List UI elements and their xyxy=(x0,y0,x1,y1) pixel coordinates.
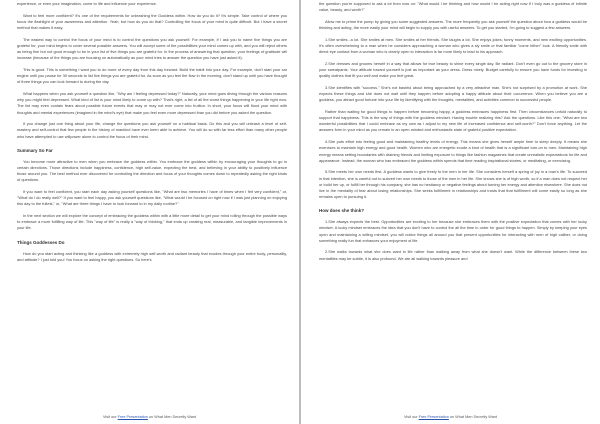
page-right-footer xyxy=(301,415,600,420)
body-paragraph: Rather than waiting for good things to happen before becoming happy, a goddess embraces happiness first. Then circumstances unfold naturally to support that happiness. This is the way of things with the goddess mindset. Having trouble realizing this? Ask the questions. Like this one: "What are two wonderful possibilities that I could embrace as my own as I adjust to my new life of increased confidence and self-worth?" Don't force anything. Let the answers form in your mind as you remain in an open-minded and enthusiastic state of grateful positive expectation. xyxy=(319,109,587,133)
section-heading: Summary So Far xyxy=(17,147,53,153)
body-paragraph: 5.She meets her own needs first. A goddess wants to give freely to the men in her life. She considers herself a spring of joy in a man's life. To succeed in that intention, she is careful not to subvert her own needs to those of the men in her life. She knows she is of high worth, so if a man does not respect her or build her up, or fulfill her through his company, she has no hesitancy or negative feelings about turning her energy and attention elsewhere. She does not live in the mentality of fear about losing relationships. She seeks fulfillment in relationships and trusts that that fulfillment will come easily so long as she remains open to pursuing it. xyxy=(319,169,587,200)
section-heading: Things Goddesses Do xyxy=(17,239,65,245)
footer-suffix: on What Men Secretly Want xyxy=(147,415,197,419)
page-right-body xyxy=(301,1,600,408)
body-paragraph: You become more attractive to men when you embrace the goddess within. You embrace the goddess within by encouraging your thoughts to go in certain directions. Those directions include happiness, confidence, high self-value, expecting the best, and believing in your ability to positively influence those around you. The best method ever discovered for controlling the direction and focus of your thoughts comes down to repeatedly asking the right kinds of questions. xyxy=(17,158,287,183)
page-left-body xyxy=(0,1,299,408)
body-paragraph: 3.She identifies with "success." She's not bashful about being approached by a very attractive man. She's not surprised by a promotion at work. She expects these things and she does not wait until they happen before adopting a happy attitude about their occurrence. When you believe you are a goddess, you attract good fortune into your life by identifying with the thoughts, mentalities, and activities common to successful people. xyxy=(319,84,587,103)
footer-prefix: Visit our xyxy=(102,415,118,419)
body-paragraph: 2.She walks towards what she does want in life rather than walking away from what she doesn't want. While the difference between these two mentalities may be subtle, it is also profound. We are all walking towards pleasure and xyxy=(319,249,587,261)
footer-suffix: on What Men Secretly Want xyxy=(448,415,498,419)
body-paragraph: 4.She puts effort into feeling good and maintaining healthy levels of energy. This means she gives herself ample time to sleep deeply. It means she exercises to maintain high energy and good health. Women who are energetic exude a kind of health that is a significant turn-on to men. Maintaining high energy means setting boundaries with draining friends and limiting exposure to things like fashion magazines that create unrealistic expectations for life and appearance. Instead, the woman who has embraced the goddess within spends that time reading inspirational stories, or meditating, or exercising. xyxy=(319,139,587,163)
body-paragraph: the question you're supposed to ask a lot from now on: "What would I be thinking and how would I be acting right now if I truly was a goddess of infinite value, beauty, and worth?" xyxy=(319,1,587,13)
free-presentation-link[interactable]: Free Presentation xyxy=(418,415,449,419)
body-paragraph: In the next section we will explore the concept of embracing the goddess within with a little more detail to get your mind rolling through the possible ways to embrace a more fulfilling way of life. This "way of life" is really a "way of thinking," that ends up creating real, measurable, and tangible improvements in your life. xyxy=(17,213,287,231)
body-paragraph: 1.She always expects the best. Opportunities are exciting to her because she embraces them with the positive expectation that comes with her lucky mindset. A lucky mindset embraces the idea that you don't have to control the all the time in order for good things to happen. Simply by keeping your eyes open and maintaining a willing mindset, you will notice things all around you that present opportunities for interacting with men of high caliber, or doing something really fun that enhances your enjoyment of life. xyxy=(319,219,587,243)
page-left xyxy=(0,0,299,424)
page-left-footer xyxy=(0,415,299,420)
body-paragraph: How do you start acting and thinking like a goddess with extremely high self-worth and radiant beauty that exudes through your entire body, personality, and attitude? I just told you! You focus on asking the right questions. So here's xyxy=(17,250,287,262)
body-paragraph: This is good. This is something I want you to do more of every day from this day forward. Build the habit into your day. For example, don't start your car engine until you pause for 30 seconds to list five things you are grateful for. As soon as you feel the flow in the morning, don't stand up until you have thought of three things you can look forward to during the day. xyxy=(17,67,287,85)
body-paragraph: What happens when you ask yourself a question like, "Why am I feeling depressed today?" Naturally, your mind goes diving through the various reasons why you might feel depressed. What kind of list is your mind likely to come up with? That's right, a list of all the worst things happening in your life right now. The list may even contain fears about possible future events that may or may not ever come into fruition. In short, your focus will flood your mind with thoughts and mental experiences (imagined in the mind's eye) that make you feel even more depressed than you did before you asked the question. xyxy=(17,91,287,115)
section-heading: How does she think? xyxy=(319,208,365,214)
free-presentation-link[interactable]: Free Presentation xyxy=(117,415,148,419)
footer-prefix: Visit our xyxy=(403,415,419,419)
body-paragraph: If you change just one thing about your life, change the questions you ask yourself on a habitual basis. Do this and you will unleash a level of self-mastery and self-control that few people in the history of mankind have ever been able to achieve. You will do so with far less effort than many other people who have attempted to use willpower alone to control the focus of their mind. xyxy=(17,121,287,139)
page-right xyxy=(301,0,600,424)
body-paragraph: Allow me to prime the pump by giving you some suggested answers. The more frequently you ask yourself the question about how a goddess would be thinking and acting, the more easily your mind will begin to supply you with useful answers. To get you started, I'm going to suggest a few answers. xyxy=(319,18,587,31)
body-paragraph: The easiest way to control the focus of your mind is to control the questions you ask yourself. For example, if I ask you to name five things you are grateful for, your mind begins to cover several possible answers. You will accept some of the possibilities your mind comes up with, and you will reject others as being fine but not good enough to be in your list of five things you are grateful for. In the process of answering that question, your feelings of gratitude will increase (because of the things you are focusing on automatically as your mind tries to answer the question you have just asked it). xyxy=(17,36,287,61)
body-paragraph: If you want to feel confident, you start each day asking yourself questions like, "What are two memories I have of times when I felt very confident," or, "What do I do really well?" If you want to feel happy, you ask yourself questions like, "What would I be focused on right now if I was just planning on enjoying this day to the fullest," or, "What are three things I have to look forward to in my daily routine?" xyxy=(17,189,287,207)
body-paragraph: 2.She dresses and grooms herself in a way that allows for true beauty to shine every single day. Be radiant. Don't even go out to the grocery store in your sweatpants. Your attitude toward yourself is just as important as your dress. Dress nicely. Budget carefully to ensure you have funds for investing in quality clothes that fit you well and make you feel great. xyxy=(319,60,587,79)
body-paragraph: 1.She smiles...a lot. She smiles at men. She smiles at her friends. She laughs a lot. She enjoys jokes, funny moments, and new exciting opportunities. It's often overwhelming to a man when he considers approaching a woman who gives a sly smile or that familiar "come hither" look. A friendly smile with direct eye contact from a woman who is clearly open to interaction is far more likely to lead to his approach. xyxy=(319,36,587,55)
body-paragraph: experience, or even your imagination, come to life and influence your experience. xyxy=(17,1,157,6)
body-paragraph: Want to feel more confident? It's one of the requirements for unleashing the Goddess within. How do you do it? It's simple. Take control of where you focus the flashlight of your awareness and attention. Yeah, but how do you do that? Controlling the focus of your mind is quite difficult. But I have a secret method that makes it easy. xyxy=(17,12,287,31)
